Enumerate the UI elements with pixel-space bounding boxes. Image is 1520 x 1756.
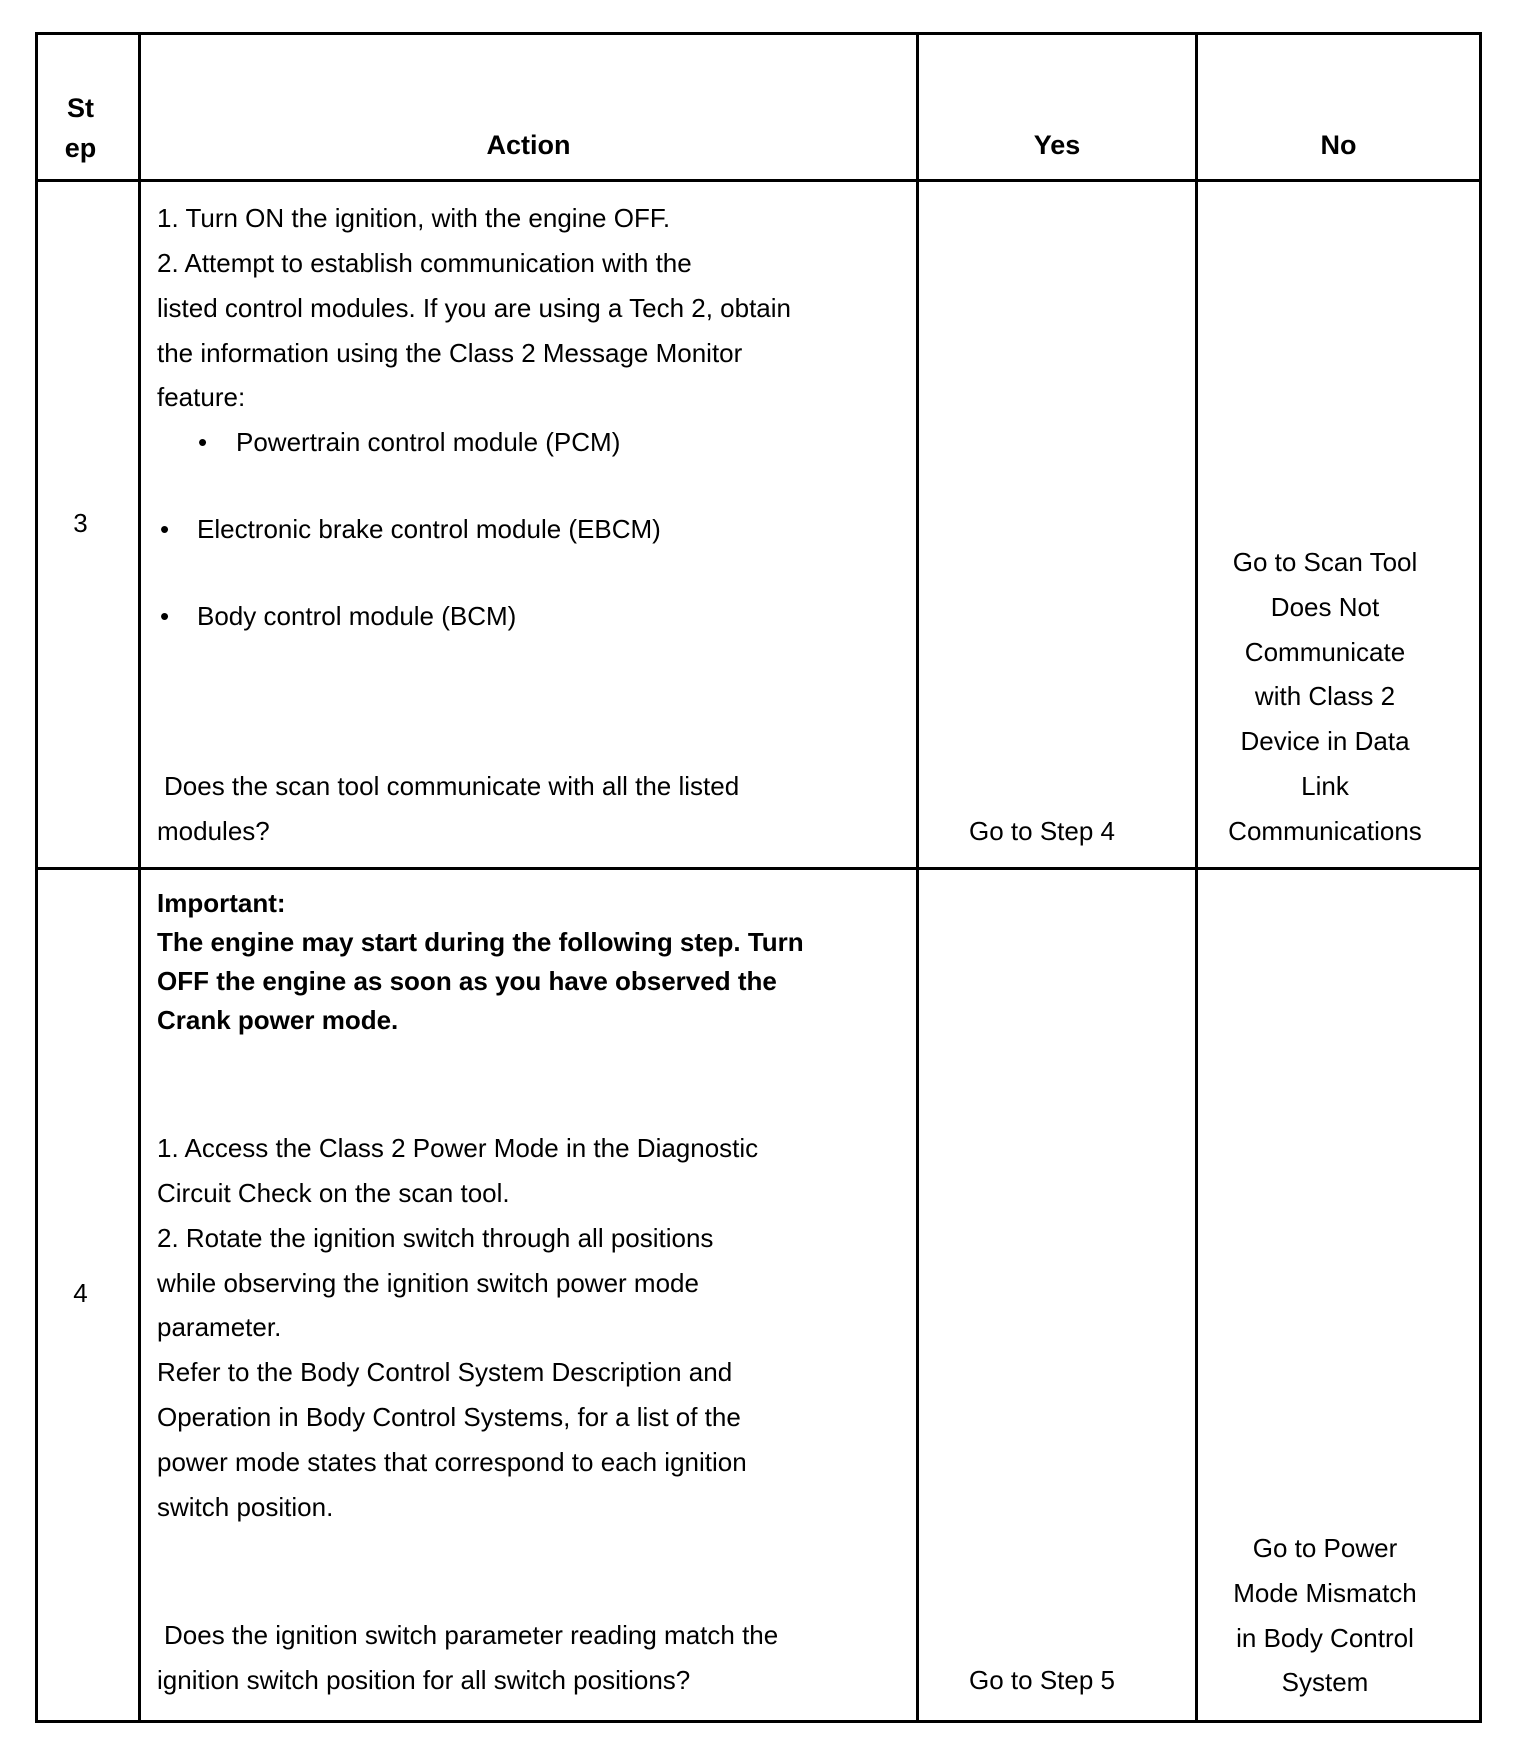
step3-no-line: with Class 2 [1254,681,1396,712]
step3-no-result [1198,540,1452,854]
step3-module-pcm: Powertrain control module (PCM) [236,427,621,457]
row-divider [35,867,1482,870]
step4-important-text-2: OFF the engine as soon as you have observed the [157,966,777,996]
header-divider [35,179,1482,182]
step4-instruction-8: power mode states that correspond to each ignition [157,1447,747,1477]
step4-important-label: Important: [157,888,286,918]
table-border-left [35,32,38,1723]
column-divider-step [138,32,141,1723]
step4-no-result [1198,1526,1452,1705]
step3-instruction-2: 2. Attempt to establish communication with the [157,248,692,278]
bullet-icon: • [160,514,170,544]
bullet-icon: • [198,427,208,457]
step4-no-line: Mode Mismatch [1233,1577,1417,1608]
step-number-4: 4 [73,1278,88,1308]
column-divider-action [916,32,919,1723]
step3-module-bcm: Body control module (BCM) [197,601,517,631]
step4-no-line: Go to Power [1252,1533,1398,1563]
step3-instruction-5: feature: [157,382,246,412]
step3-question-1: Does the scan tool communicate with all the listed [164,771,740,801]
step4-instruction-2: Circuit Check on the scan tool. [157,1178,510,1208]
step4-instruction-4: while observing the ignition switch power mode [157,1268,699,1298]
table-border-top [35,32,1482,35]
step3-no-line: Does Not [1270,591,1380,622]
step3-yes-result: Go to Step 4 [969,816,1115,846]
header-no: No [1320,130,1357,160]
step4-instruction-9: switch position. [157,1492,334,1522]
step3-instruction-4: the information using the Class 2 Message Monitor [157,338,743,368]
header-step-line2: ep [64,133,97,163]
step4-instruction-6: Refer to the Body Control System Description and [157,1357,733,1387]
step4-instruction-7: Operation in Body Control Systems, for a list of the [157,1402,741,1432]
step3-module-ebcm: Electronic brake control module (EBCM) [197,514,661,544]
step4-important-text-1: The engine may start during the following step. Turn [157,927,804,957]
step4-no-line: System [1281,1667,1369,1698]
step3-instruction-1: 1. Turn ON the ignition, with the engine OFF. [157,203,671,233]
step4-yes-result: Go to Step 5 [969,1665,1115,1695]
step4-question-1: Does the ignition switch parameter reading match the [164,1620,779,1650]
header-action: Action [486,130,571,160]
header-step [38,88,123,168]
step4-instruction-1: 1. Access the Class 2 Power Mode in the Diagnostic [157,1133,759,1163]
step3-no-line: Communications [1228,815,1422,846]
step3-no-line: Device in Data [1240,726,1410,757]
step4-question-2: ignition switch position for all switch positions? [157,1665,691,1695]
table-border-bottom [35,1720,1482,1723]
header-step-line1: St [67,93,94,123]
step3-no-line: Go to Scan Tool [1232,547,1418,577]
step3-question-2: modules? [157,816,270,846]
table-border-right [1479,32,1482,1723]
step4-important-text-3: Crank power mode. [157,1005,399,1035]
column-divider-yes [1195,32,1198,1723]
step3-instruction-3: listed control modules. If you are using a Tech 2, obtain [157,293,792,323]
step4-instruction-5: parameter. [157,1312,282,1342]
step3-no-line: Communicate [1244,636,1406,667]
step-number-3: 3 [73,508,88,538]
step4-instruction-3: 2. Rotate the ignition switch through all positions [157,1223,714,1253]
step3-no-line: Link [1301,770,1349,801]
bullet-icon: • [160,601,170,631]
step4-no-line: in Body Control [1236,1622,1414,1653]
header-yes: Yes [1033,130,1081,160]
